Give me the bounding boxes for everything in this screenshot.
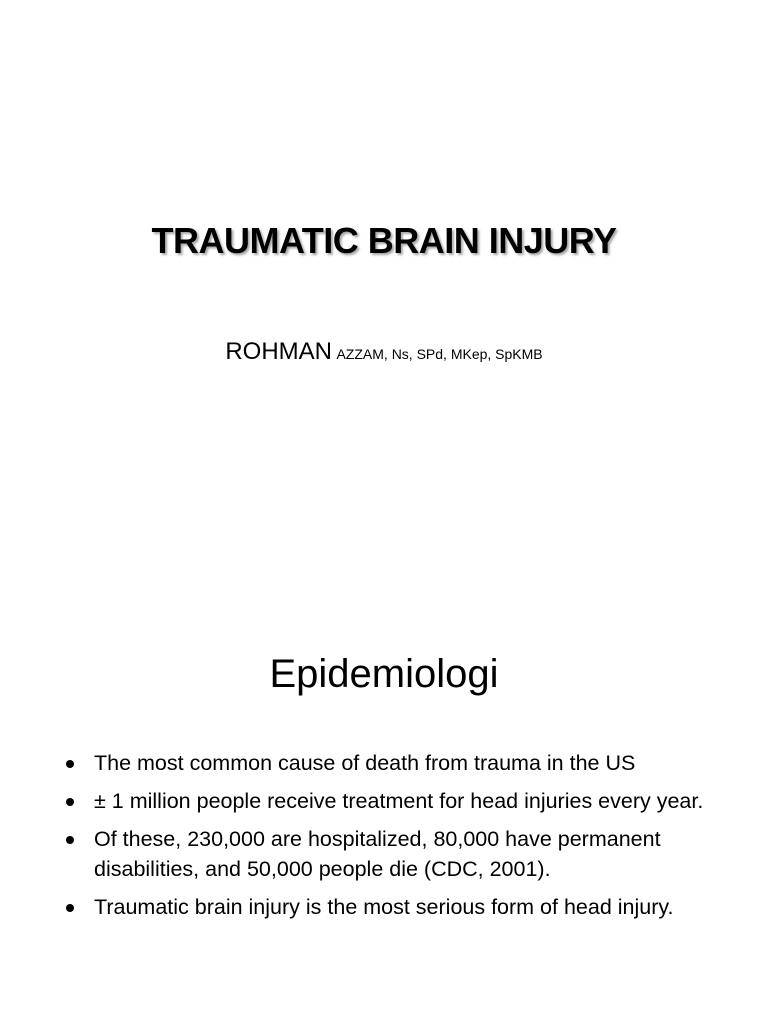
bullet-icon <box>66 798 74 806</box>
author-credentials: AZZAM, Ns, SPd, MKep, SpKMB <box>336 346 543 362</box>
bullet-icon <box>66 836 74 844</box>
author-line <box>0 338 768 366</box>
author-name: ROHMAN <box>225 338 333 365</box>
bullet-item <box>62 786 712 816</box>
slide-title: TRAUMATIC BRAIN INJURY <box>151 220 617 261</box>
slide-heading: Epidemiologi <box>269 652 499 696</box>
bullet-item <box>62 892 712 922</box>
epidemiology-slide <box>0 512 768 1024</box>
bullet-item <box>62 748 712 778</box>
bullet-icon <box>66 760 74 768</box>
bullet-icon <box>66 904 74 912</box>
bullet-text: Traumatic brain injury is the most serious form of head injury. <box>94 895 674 919</box>
bullet-item <box>62 824 712 884</box>
bullet-text: ± 1 million people receive treatment for head injuries every year. <box>94 789 704 813</box>
bullet-text: Of these, 230,000 are hospitalized, 80,000 have permanent disabilities, and 50,000 people die (CDC, 2001). <box>94 827 661 881</box>
bullet-text: The most common cause of death from trauma in the US <box>94 751 636 775</box>
bullet-list <box>62 748 712 930</box>
